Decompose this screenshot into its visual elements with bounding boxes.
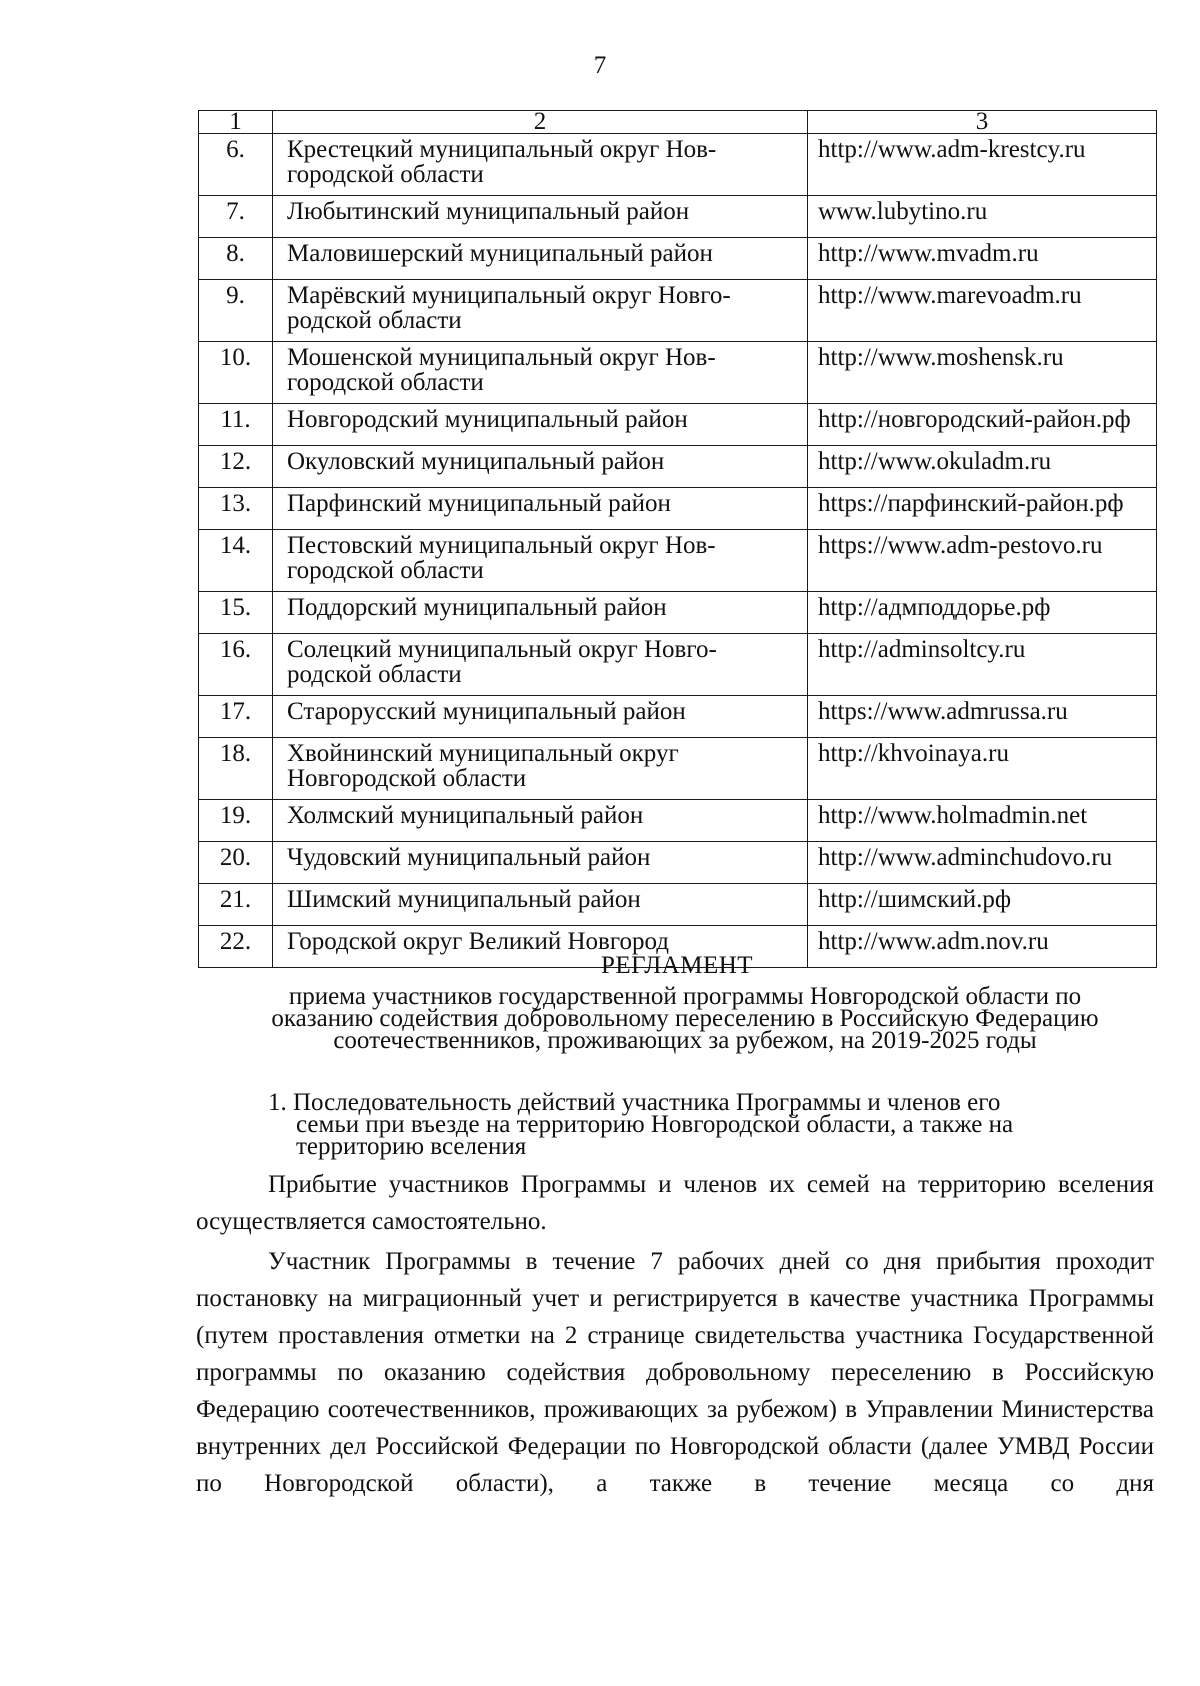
municipality-name: Поддорский муниципальный район	[273, 592, 808, 634]
section-heading-line: территорию вселения	[296, 1133, 527, 1160]
table-row	[199, 446, 1157, 488]
row-number: 7.	[199, 196, 273, 238]
website-url: http://www.marevoadm.ru	[808, 280, 1157, 342]
website-url: http://adminsoltcy.ru	[808, 634, 1157, 696]
website-url: http://адмподдорье.рф	[808, 592, 1157, 634]
section-heading-line: 1. Последовательность действий участника Программы и членов его	[268, 1089, 1001, 1116]
regulation-title: РЕГЛАМЕНТ	[600, 952, 754, 979]
table-row	[199, 280, 1157, 342]
municipality-name: Крестецкий муниципальный округ Нов-городской области	[273, 134, 808, 196]
row-number: 13.	[199, 488, 273, 530]
website-url: http://www.holmadmin.net	[808, 800, 1157, 842]
table-row	[199, 696, 1157, 738]
municipality-name: Парфинский муниципальный район	[273, 488, 808, 530]
municipality-name: Пестовский муниципальный округ Нов-городской области	[273, 530, 808, 592]
municipality-name: Городской округ Великий Новгород	[273, 926, 808, 968]
website-url: http://шимский.рф	[808, 884, 1157, 926]
website-url: https://www.adm-pestovo.ru	[808, 530, 1157, 592]
row-number: 10.	[199, 342, 273, 404]
row-number: 19.	[199, 800, 273, 842]
municipality-name: Любытинский муниципальный район	[273, 196, 808, 238]
table-row	[199, 134, 1157, 196]
body-paragraph: Прибытие участников Программы и членов их семей на территорию вселения осуществляется самостоятельно.	[196, 1171, 1154, 1235]
municipality-name: Шимский муниципальный район	[273, 884, 808, 926]
regulation-subtitle-line: соотечественников, проживающих за рубежом, на 2019-2025 годы	[333, 1027, 1037, 1054]
municipality-name: Хвойнинский муниципальный округ Новгородской области	[273, 738, 808, 800]
row-number: 22.	[199, 926, 273, 968]
regulation-subtitle-line: приема участников государственной программы Новгородской области по	[288, 983, 1082, 1010]
website-url: http://www.okuladm.ru	[808, 446, 1157, 488]
website-url: http://www.adm.nov.ru	[808, 926, 1157, 968]
website-url: http://www.adminchudovo.ru	[808, 842, 1157, 884]
website-url: http://www.adm-krestcy.ru	[808, 134, 1157, 196]
table-row	[199, 404, 1157, 446]
website-url: http://khvoinaya.ru	[808, 738, 1157, 800]
row-number: 14.	[199, 530, 273, 592]
municipality-name: Чудовский муниципальный район	[273, 842, 808, 884]
regulation-subtitle	[190, 983, 1180, 1054]
column-number-3: 3	[808, 111, 1157, 134]
municipality-name: Окуловский муниципальный район	[273, 446, 808, 488]
municipality-name: Холмский муниципальный район	[273, 800, 808, 842]
website-url: https://www.admrussa.ru	[808, 696, 1157, 738]
table-row	[199, 800, 1157, 842]
page-number: 7	[593, 52, 607, 79]
table-header-row	[199, 111, 1157, 134]
municipality-name: Маловишерский муниципальный район	[273, 238, 808, 280]
row-number: 18.	[199, 738, 273, 800]
row-number: 6.	[199, 134, 273, 196]
table-row	[199, 842, 1157, 884]
table-row	[199, 238, 1157, 280]
municipality-name: Марёвский муниципальный округ Новго-родской области	[273, 280, 808, 342]
website-url: https://парфинский-район.рф	[808, 488, 1157, 530]
municipality-name: Солецкий муниципальный округ Новго-родской области	[273, 634, 808, 696]
municipality-name: Мошенской муниципальный округ Нов-городской области	[273, 342, 808, 404]
municipal-websites-table	[198, 110, 1157, 968]
section-heading	[268, 1089, 1138, 1160]
section-heading-line: семьи при въезде на территорию Новгородской области, а также на	[296, 1111, 1014, 1138]
table-row	[199, 342, 1157, 404]
website-url: www.lubytino.ru	[808, 196, 1157, 238]
row-number: 20.	[199, 842, 273, 884]
row-number: 8.	[199, 238, 273, 280]
row-number: 21.	[199, 884, 273, 926]
table-row	[199, 196, 1157, 238]
table-row	[199, 884, 1157, 926]
column-number-2: 2	[273, 111, 808, 134]
website-url: http://новгородский-район.рф	[808, 404, 1157, 446]
table-row	[199, 530, 1157, 592]
table-row	[199, 634, 1157, 696]
row-number: 16.	[199, 634, 273, 696]
table-row	[199, 592, 1157, 634]
municipality-name: Старорусский муниципальный район	[273, 696, 808, 738]
regulation-subtitle-line: оказанию содействия добровольному переселению в Российскую Федерацию	[271, 1005, 1099, 1032]
municipality-name: Новгородский муниципальный район	[273, 404, 808, 446]
column-number-1: 1	[199, 111, 273, 134]
row-number: 12.	[199, 446, 273, 488]
website-url: http://www.moshensk.ru	[808, 342, 1157, 404]
table-row	[199, 738, 1157, 800]
row-number: 15.	[199, 592, 273, 634]
body-paragraph: Участник Программы в течение 7 рабочих дней со дня прибытия проходит постановку на миграционный учет и регистрируется в качестве участника Программы (путем проставления отметки на 2 странице свидетельства участника Государственной программы по оказанию содействия добровольному переселению в Российскую Федерацию соотечественников, проживающих за рубежом) в Управлении Министерства внутренних дел Российской Федерации по Новгородской области (далее УМВД России по Новгородской области), а также в течение месяца со дня	[196, 1248, 1154, 1497]
row-number: 11.	[199, 404, 273, 446]
row-number: 17.	[199, 696, 273, 738]
website-url: http://www.mvadm.ru	[808, 238, 1157, 280]
table-row	[199, 488, 1157, 530]
row-number: 9.	[199, 280, 273, 342]
